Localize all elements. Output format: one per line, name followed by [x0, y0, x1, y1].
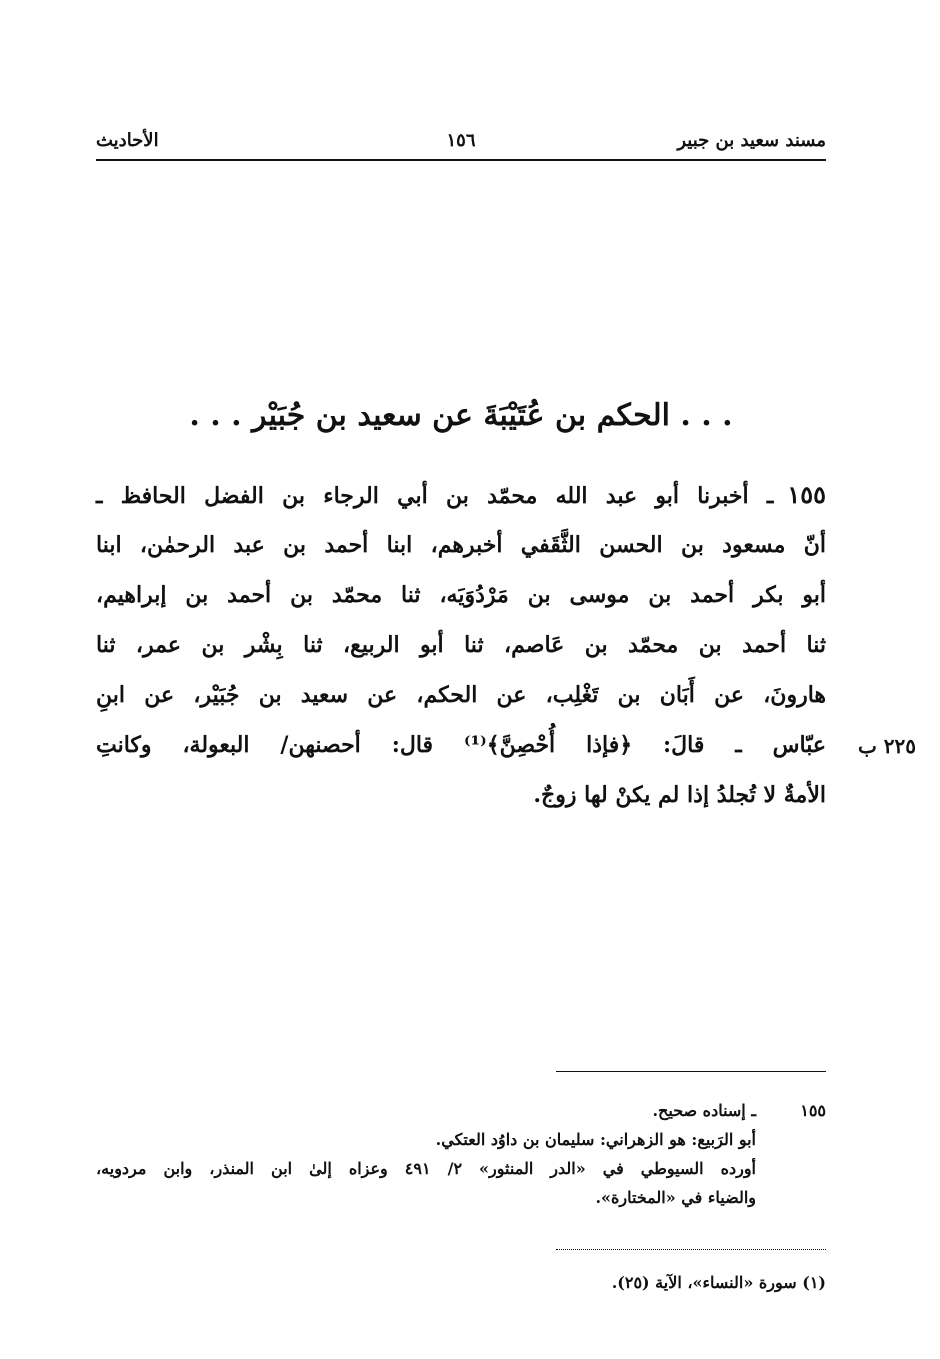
book-title: مسند سعيد بن جبير	[677, 130, 826, 151]
footnote-line: أبو الرَبيع: هو الزهراني: سليمان بن داوُد العتكي.	[435, 1130, 756, 1149]
hadith-number: ١٥٥	[787, 480, 826, 509]
hadith-line: أبو بكر أحمد بن موسى بن مَرْدُوَيَه، ثنا محمّد بن أحمد بن إبراهيم،	[96, 582, 826, 608]
hadith-line	[96, 470, 826, 520]
footnote-line: والضياء في «المختارة».	[595, 1188, 756, 1207]
section-heading: . . . الحكم بن عُتَيْبَةَ عن سعيد بن جُبَيْر . . .	[189, 398, 733, 433]
footnote-dotted-divider	[556, 1249, 826, 1250]
section-name: الأحاديث	[96, 130, 159, 151]
hadith-line: هارونَ، عن أَبَان بن تَغْلِب، عن الحكم، عن سعيد بن جُبَيْر، عن ابنِ	[96, 682, 826, 708]
footnote-number: ١٥٥	[800, 1101, 826, 1120]
footnotes	[96, 1096, 826, 1212]
footnote-divider	[556, 1071, 826, 1072]
hadith-line: الأمةٌ لا تُجلدُ إذا لم يكنْ لها زوجٌ.	[533, 782, 826, 808]
footnote-text: ـ إسناده صحيح.	[652, 1101, 756, 1120]
quran-reference-note: (١) سورة «النساء»، الآية (٢٥).	[611, 1273, 826, 1292]
hadith-line: ثنا أحمد بن محمّد بن عَاصم، ثنا أبو الربيع، ثنا بِشْر بن عمر، ثنا	[96, 632, 826, 658]
header-divider	[96, 159, 826, 161]
footnote-line	[96, 1096, 826, 1125]
hadith-line-text: ـ أخبرنا أبو عبد الله محمّد بن أبي الرجاء بن الفضل الحافظ ـ	[96, 483, 774, 509]
manuscript-folio-note: ٢٢٥ ب	[857, 734, 916, 758]
page-header	[96, 128, 826, 162]
hadith-line: أنّ مسعود بن الحسن الثَّقَفي أخبرهم، ابنا أحمد بن عبد الرحمٰن، ابنا	[96, 532, 826, 558]
footnote-line: أورده السيوطي في «الدر المنثور» ٢/ ٤٩١ وعزاه إلىٰ ابن المنذر، وابن مردويه،	[96, 1159, 756, 1178]
page-number: ١٥٦	[446, 130, 476, 151]
hadith-line: عبّاس ـ قالَ: ﴿فإذا أُحْصِنَّ﴾⁽¹⁾ قال: أحصنهن/ البعولة، وكانتِ	[96, 732, 826, 758]
hadith-body	[96, 470, 826, 820]
